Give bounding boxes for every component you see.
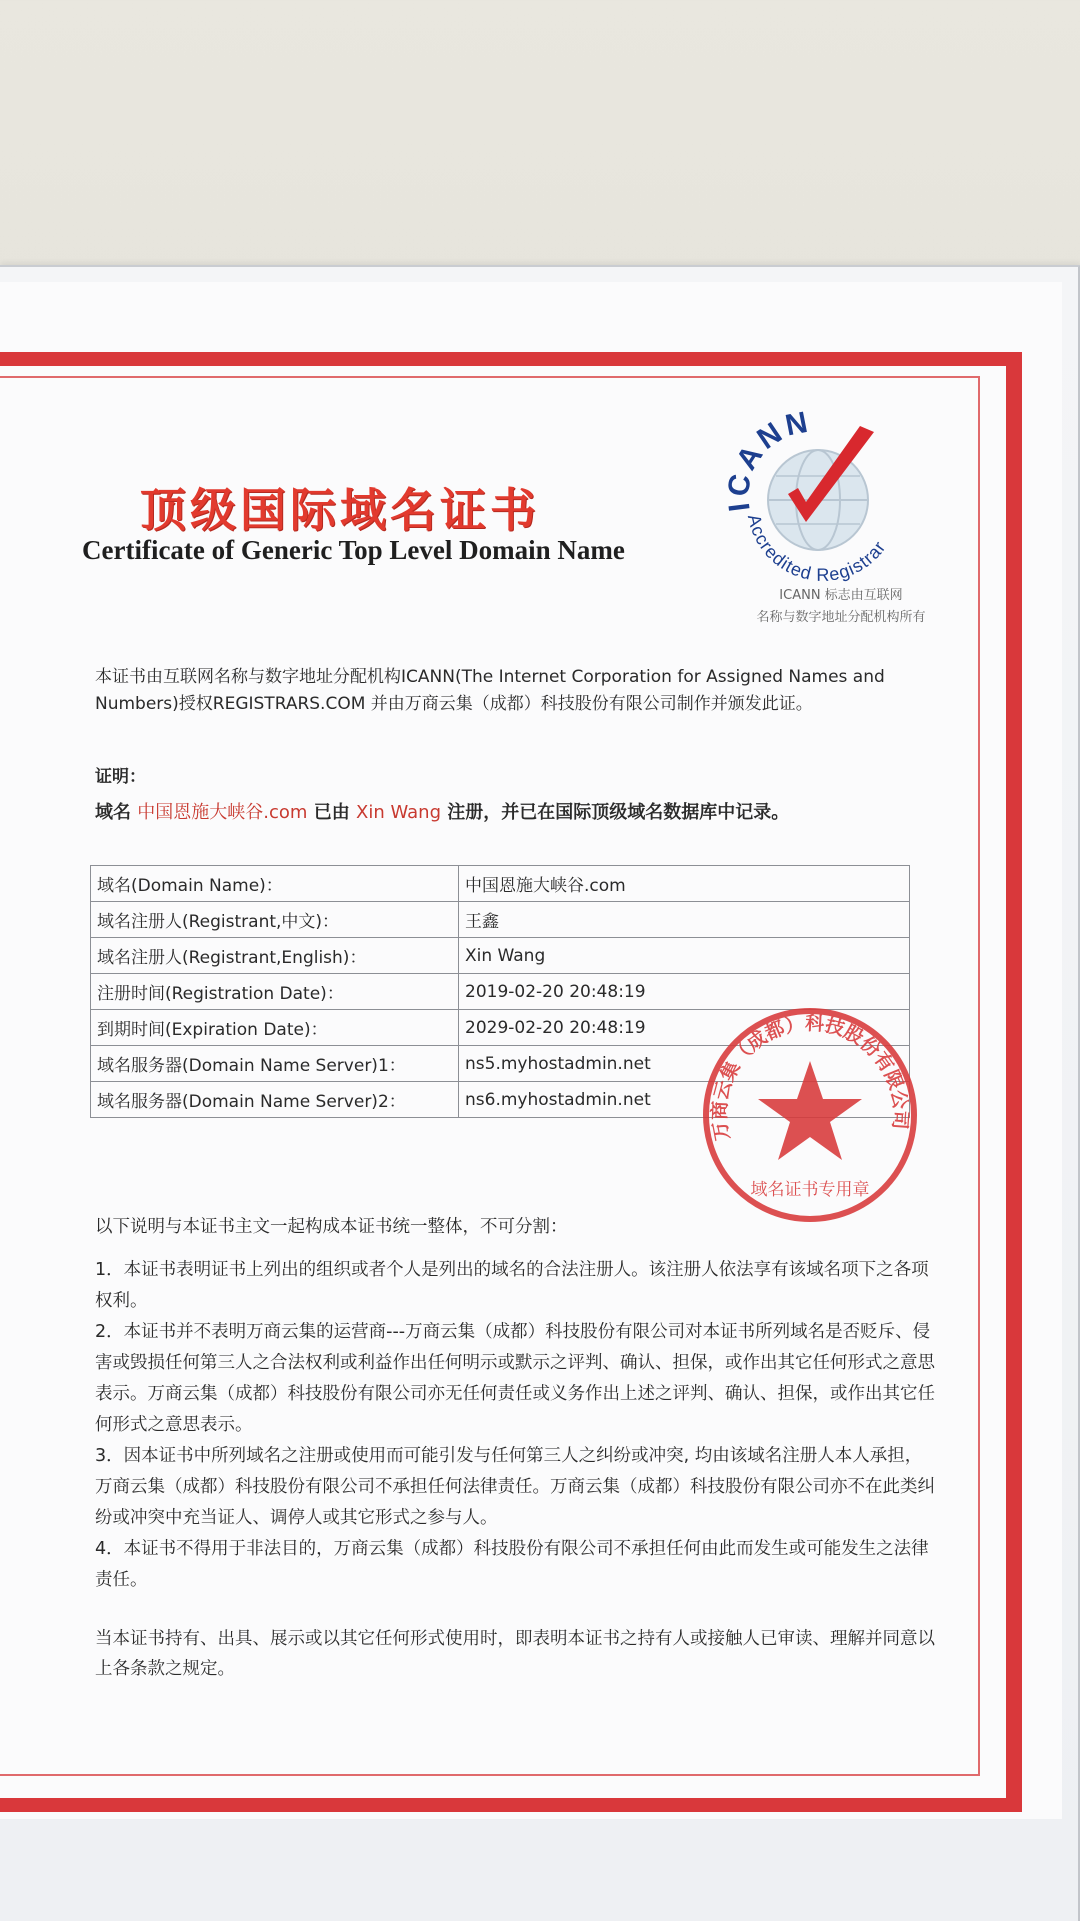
expiration-date-value: 2029-02-20 20:48:19 <box>459 1010 910 1046</box>
closing-paragraph: 当本证书持有、出具、展示或以其它任何形式使用时，即表明本证书之持有人或接触人已审读、理解并同意以上各条款之规定。 <box>95 1629 935 1679</box>
expiration-date-label: 到期时间(Expiration Date)： <box>91 1010 459 1046</box>
domain-name-label: 域名(Domain Name)： <box>91 866 459 902</box>
certificate-title-cn: 顶级国际域名证书 <box>140 483 540 537</box>
domain-statement <box>95 796 895 830</box>
registration-date-value: 2019-02-20 20:48:19 <box>459 974 910 1010</box>
domain-name-value: 中国恩施大峡谷.com <box>459 866 910 902</box>
term-item: 4．本证书不得用于非法目的，万商云集（成都）科技股份有限公司不承担任何由此而发生或可能发生之法律责任。 <box>95 1539 929 1590</box>
dns2-label: 域名服务器(Domain Name Server)2： <box>91 1082 459 1118</box>
icann-logo-text: ICANN <box>721 405 815 514</box>
term-item: 1．本证书表明证书上列出的组织或者个人是列出的域名的合法注册人。该注册人依法享有该域名项下之各项权利。 <box>95 1260 929 1311</box>
registrant-en-value: Xin Wang <box>459 938 910 974</box>
icann-logo-ring-text: Accredited Registrar <box>743 512 890 585</box>
table-row <box>91 938 910 974</box>
term-item: 2．本证书并不表明万商云集的运营商---万商云集（成都）科技股份有限公司对本证书所列域名是否贬斥、侵害或毁损任何第三人之合法权利或利益作出任何明示或默示之评判、确认、担保，或作出其它任何形式之意思表示。万商云集（成都）科技股份有限公司亦无任何责任或义务作出上述之评判、确认、担保，或作出其它任何形式之意思表示。 <box>95 1322 935 1435</box>
prove-label: 证明： <box>95 767 146 787</box>
dns1-label: 域名服务器(Domain Name Server)1： <box>91 1046 459 1082</box>
registrant-cn-value: 王鑫 <box>459 902 910 938</box>
registration-date-label: 注册时间(Registration Date)： <box>91 974 459 1010</box>
statement-suffix: 注册，并已在国际顶级域名数据库中记录。 <box>447 802 790 823</box>
statement-domain: 中国恩施大峡谷.com <box>137 802 308 823</box>
statement-prefix: 域名 <box>95 802 131 823</box>
dns1-value: ns5.myhostadmin.net <box>459 1046 910 1082</box>
registrant-en-label: 域名注册人(Registrant,English)： <box>91 938 459 974</box>
term-item: 3．因本证书中所列域名之注册或使用而可能引发与任何第三人之纠纷或冲突, 均由该域名注册人本人承担，万商云集（成都）科技股份有限公司不承担任何法律责任。万商云集（成都）科技股份有限公司亦不在此类纠纷或冲突中充当证人、调停人或其它形式之参与人。 <box>95 1446 935 1528</box>
registrant-cn-label: 域名注册人(Registrant,中文)： <box>91 902 459 938</box>
terms-section <box>95 1212 935 1596</box>
icann-note-line: ICANN 标志由互联网 <box>779 588 903 603</box>
table-row <box>91 866 910 902</box>
icann-note-line: 名称与数字地址分配机构所有 <box>756 610 926 625</box>
terms-lead: 以下说明与本证书主文一起构成本证书统一整体，不可分割： <box>95 1217 568 1237</box>
intro-paragraph: 本证书由互联网名称与数字地址分配机构ICANN(The Internet Corporation for Assigned Names and Numbers)授权REGISTRARS.COM 并由万商云集（成都）科技股份有限公司制作并颁发此证。 <box>95 667 885 714</box>
icann-note <box>726 585 956 629</box>
seal-bottom-text: 域名证书专用章 <box>750 1180 870 1200</box>
dns2-value: ns6.myhostadmin.net <box>459 1082 910 1118</box>
statement-mid: 已由 <box>313 802 350 823</box>
table-row <box>91 902 910 938</box>
statement-registrant: Xin Wang <box>356 802 441 823</box>
seal-arc-text: 万商云集（成都）科技股份有限公司 <box>708 1012 912 1143</box>
certificate-title-en: Certificate of Generic Top Level Domain Name <box>82 535 625 565</box>
icann-logo-icon <box>710 398 930 598</box>
company-seal-icon <box>690 995 930 1235</box>
